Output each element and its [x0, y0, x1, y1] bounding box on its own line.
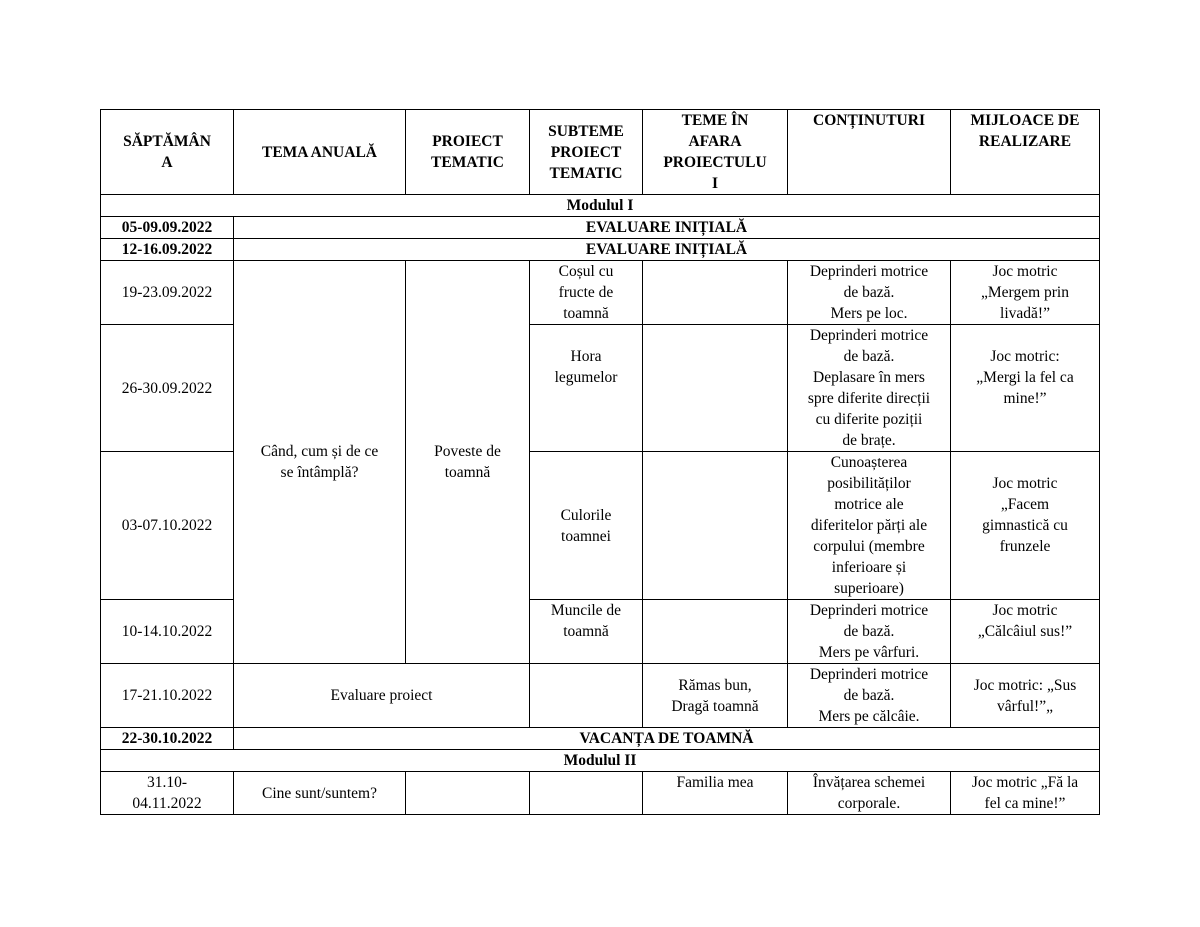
- table-row: [101, 664, 1100, 728]
- header-cell-means: MIJLOACE DE REALIZARE: [951, 110, 1100, 195]
- header-cell-week: SĂPTĂMÂN A: [101, 110, 234, 195]
- header-cell-annual-theme: TEMA ANUALĂ: [234, 110, 406, 195]
- subtheme-cell: Hora legumelor: [530, 325, 643, 452]
- table-row: [101, 217, 1100, 239]
- content-cell: Învățarea schemei corporale.: [788, 772, 951, 815]
- outside-theme-cell: Rămas bun, Dragă toamnă: [643, 664, 788, 728]
- header-cell-subthemes: SUBTEME PROIECT TEMATIC: [530, 110, 643, 195]
- means-cell: Joc motric „Călcâiul sus!”: [951, 600, 1100, 664]
- means-cell: Joc motric „Facem gimnastică cu frunzele: [951, 452, 1100, 600]
- content-cell: Cunoașterea posibilităților motrice ale diferitelor părți ale corpului (membre inferioare și superioare): [788, 452, 951, 600]
- content-cell: Deprinderi motrice de bază. Mers pe loc.: [788, 261, 951, 325]
- table-row: [101, 728, 1100, 750]
- evaluation-label: EVALUARE INIȚIALĂ: [234, 217, 1100, 239]
- module-row: [101, 750, 1100, 772]
- subtheme-cell: [530, 664, 643, 728]
- table-row: [101, 772, 1100, 815]
- outside-theme-cell: Familia mea: [643, 772, 788, 815]
- outside-theme-cell: [643, 452, 788, 600]
- week-cell: 17-21.10.2022: [101, 664, 234, 728]
- week-cell: 26-30.09.2022: [101, 325, 234, 452]
- header-cell-contents: CONȚINUTURI: [788, 110, 951, 195]
- week-cell: 03-07.10.2022: [101, 452, 234, 600]
- outside-theme-cell: [643, 261, 788, 325]
- week-cell: 31.10- 04.11.2022: [101, 772, 234, 815]
- means-cell: Joc motric „Mergem prin livadă!”: [951, 261, 1100, 325]
- subtheme-cell: [530, 772, 643, 815]
- means-cell: Joc motric: „Sus vârful!”„: [951, 664, 1100, 728]
- project-cell: [406, 772, 530, 815]
- table-row: [101, 261, 1100, 325]
- module-row: [101, 195, 1100, 217]
- table-row: [101, 239, 1100, 261]
- means-cell: Joc motric „Fă la fel ca mine!”: [951, 772, 1100, 815]
- subtheme-cell: Muncile de toamnă: [530, 600, 643, 664]
- outside-theme-cell: [643, 600, 788, 664]
- week-cell: 22-30.10.2022: [101, 728, 234, 750]
- annual-theme-cell: Când, cum și de ce se întâmplă?: [234, 261, 406, 664]
- evaluation-label: EVALUARE INIȚIALĂ: [234, 239, 1100, 261]
- header-row: [101, 110, 1100, 195]
- planning-table: [100, 109, 1100, 815]
- content-cell: Deprinderi motrice de bază. Mers pe călcâie.: [788, 664, 951, 728]
- header-cell-project: PROIECT TEMATIC: [406, 110, 530, 195]
- annual-theme-cell: Cine sunt/suntem?: [234, 772, 406, 815]
- content-cell: Deprinderi motrice de bază. Mers pe vârfuri.: [788, 600, 951, 664]
- project-cell: Poveste de toamnă: [406, 261, 530, 664]
- week-cell: 19-23.09.2022: [101, 261, 234, 325]
- module-title: Modulul I: [101, 195, 1100, 217]
- module-title: Modulul II: [101, 750, 1100, 772]
- week-cell: 10-14.10.2022: [101, 600, 234, 664]
- week-cell: 12-16.09.2022: [101, 239, 234, 261]
- subtheme-cell: Culorile toamnei: [530, 452, 643, 600]
- header-cell-outside-themes: TEME ÎN AFARA PROIECTULU I: [643, 110, 788, 195]
- outside-theme-cell: [643, 325, 788, 452]
- means-cell: Joc motric: „Mergi la fel ca mine!”: [951, 325, 1100, 452]
- content-cell: Deprinderi motrice de bază. Deplasare în mers spre diferite direcții cu diferite poziții de brațe.: [788, 325, 951, 452]
- week-cell: 05-09.09.2022: [101, 217, 234, 239]
- subtheme-cell: Coșul cu fructe de toamnă: [530, 261, 643, 325]
- project-evaluation-cell: Evaluare proiect: [234, 664, 530, 728]
- vacation-label: VACANȚA DE TOAMNĂ: [234, 728, 1100, 750]
